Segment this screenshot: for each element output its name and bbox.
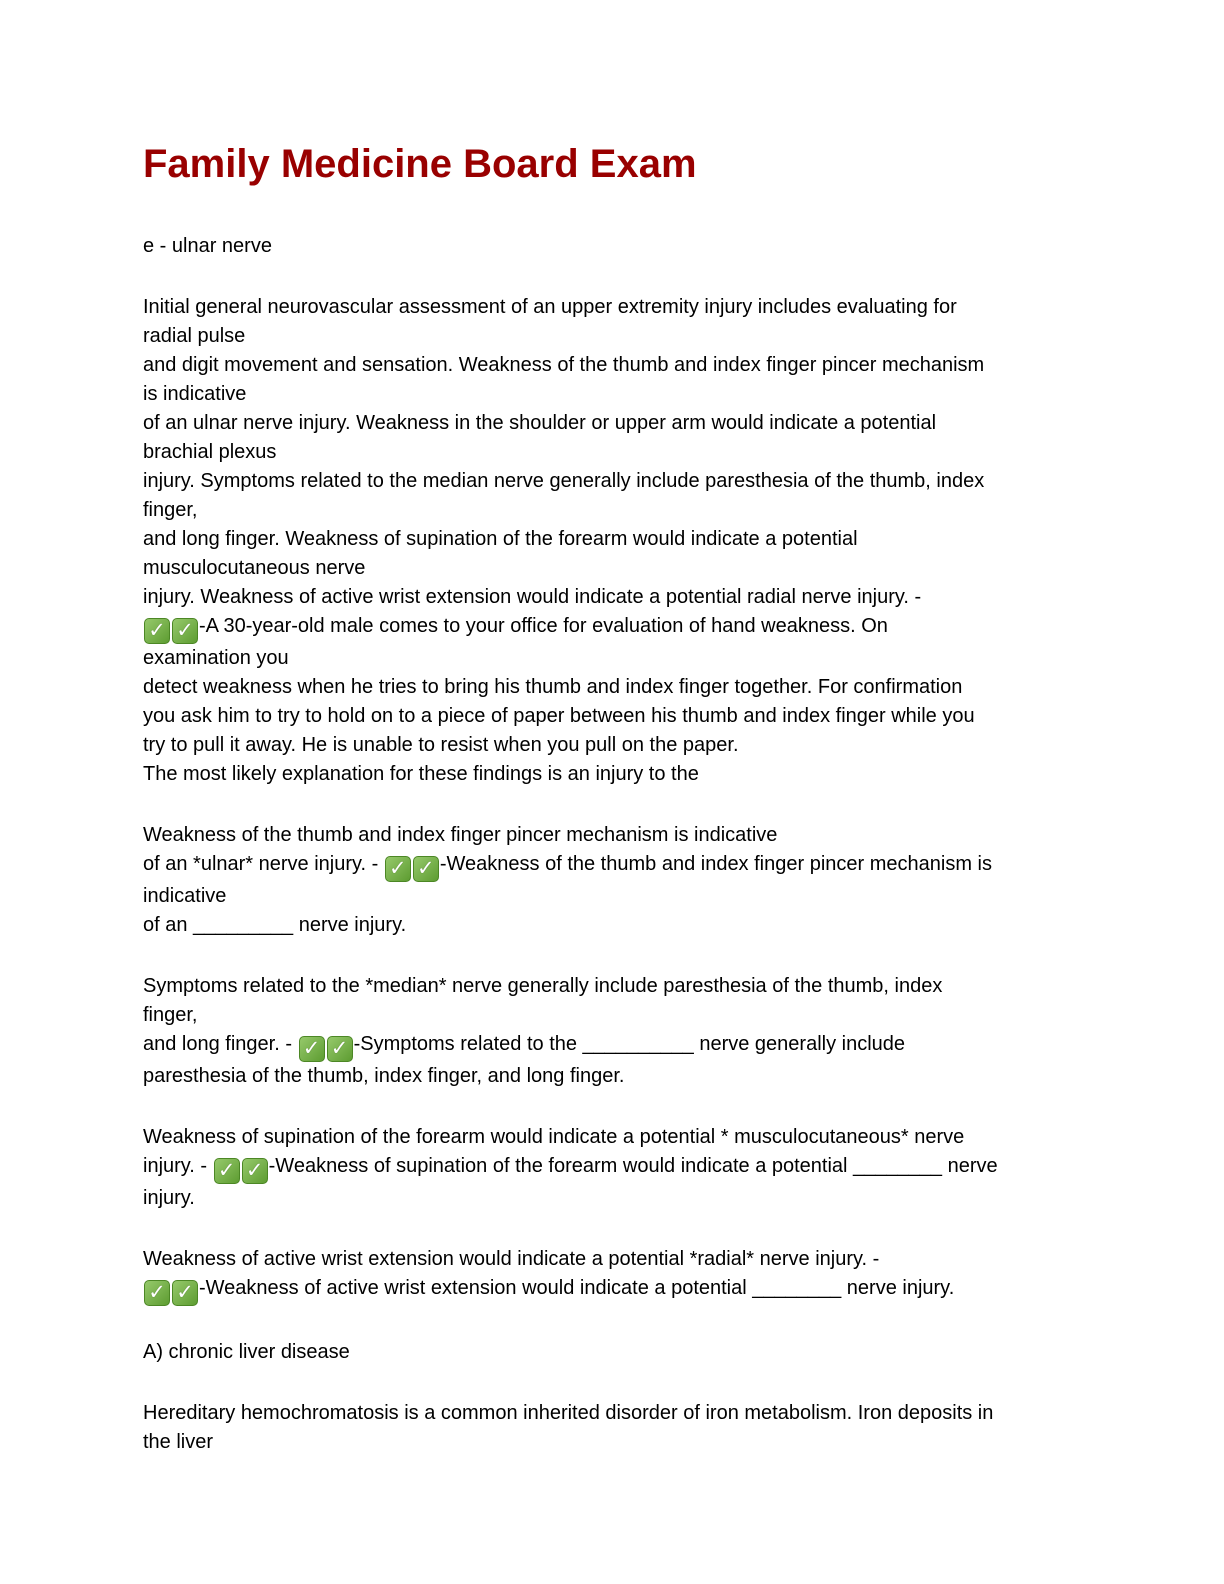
text-run: injury. Weakness of active wrist extension would indicate a potential radial nerve injury. - [143,586,922,608]
text-run: the liver [143,1431,214,1453]
check-icon: ✓ [242,1158,268,1184]
text-run: injury. [143,1187,195,1209]
text-run: injury. Symptoms related to the median nerve generally include paresthesia of the thumb, index [143,470,985,492]
text-run: and long finger. Weakness of supination of the forearm would indicate a potential [143,528,858,550]
paragraph-card-4 [143,1123,1124,1213]
paragraph-card-6 [143,1399,1124,1457]
text-run: Weakness of active wrist extension would indicate a potential *radial* nerve injury. - [143,1248,880,1270]
text-run: and long finger. - [143,1033,298,1055]
text-run: finger, [143,1004,198,1026]
check-icon: ✓ [172,1280,198,1306]
text-run: paresthesia of the thumb, index finger, and long finger. [143,1065,625,1087]
text-run: injury. - [143,1155,213,1177]
check-icon: ✓ [144,618,170,644]
text-run: of an ulnar nerve injury. Weakness in the shoulder or upper arm would indicate a potential [143,412,937,434]
text-run: and digit movement and sensation. Weakness of the thumb and index finger pincer mechanism [143,354,985,376]
text-run: musculocutaneous nerve [143,557,366,579]
text-run: indicative [143,885,227,907]
text-run: examination you [143,647,289,669]
paragraph-card-2 [143,821,1124,940]
text-run: Hereditary hemochromatosis is a common inherited disorder of iron metabolism. Iron deposits in [143,1402,994,1424]
check-icon: ✓ [172,618,198,644]
document-body [143,232,1124,1457]
text-run: -Weakness of active wrist extension would indicate a potential ________ nerve injury. [199,1277,955,1299]
text-run: is indicative [143,383,247,405]
paragraph-card-1 [143,293,1124,789]
check-icon: ✓ [385,856,411,882]
text-run: detect weakness when he tries to bring his thumb and index finger together. For confirmation [143,676,963,698]
check-icon: ✓ [327,1036,353,1062]
text-run: radial pulse [143,325,246,347]
check-icon: ✓ [413,856,439,882]
text-run: -Weakness of the thumb and index finger pincer mechanism is [439,853,992,875]
page-title: Family Medicine Board Exam [143,142,697,186]
paragraph-answer-ulnar [143,232,1124,261]
text-run: The most likely explanation for these findings is an injury to the [143,763,699,785]
text-run: brachial plexus [143,441,277,463]
text-run: try to pull it away. He is unable to resist when you pull on the paper. [143,734,739,756]
paragraph-answer-a [143,1338,1124,1367]
text-run: -A 30-year-old male comes to your office for evaluation of hand weakness. On [199,615,888,637]
text-run: finger, [143,499,198,521]
text-run: of an _________ nerve injury. [143,914,407,936]
paragraph-card-3 [143,972,1124,1091]
text-run: you ask him to try to hold on to a piece of paper between his thumb and index finger while you [143,705,975,727]
text-run: e - ulnar nerve [143,235,272,257]
text-run: A) chronic liver disease [143,1341,350,1363]
text-run: Weakness of supination of the forearm would indicate a potential * musculocutaneous* nerve [143,1126,965,1148]
text-run: Weakness of the thumb and index finger pincer mechanism is indicative [143,824,778,846]
text-run: -Weakness of supination of the forearm would indicate a potential ________ nerve [268,1155,998,1177]
check-icon: ✓ [144,1280,170,1306]
text-run: Initial general neurovascular assessment of an upper extremity injury includes evaluating for [143,296,957,318]
paragraph-card-5 [143,1245,1124,1306]
text-run: -Symptoms related to the __________ nerve generally include [353,1033,906,1055]
check-icon: ✓ [214,1158,240,1184]
text-run: Symptoms related to the *median* nerve generally include paresthesia of the thumb, index [143,975,943,997]
text-run: of an *ulnar* nerve injury. - [143,853,384,875]
check-icon: ✓ [299,1036,325,1062]
